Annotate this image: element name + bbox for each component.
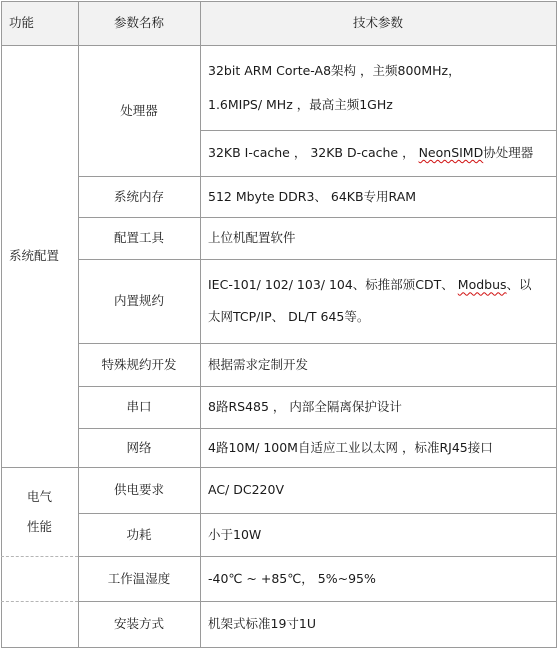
row-network-name [78, 428, 200, 467]
rule-serial [78, 428, 556, 429]
row-config-tool-name-text: 配置工具 [113, 230, 164, 246]
row-processor-name [78, 45, 200, 176]
row-serial-name [78, 386, 200, 428]
row-temp-humidity-value [200, 556, 556, 601]
row-memory-name [78, 176, 200, 217]
row-serial-value [200, 386, 556, 428]
row-processor-cache [200, 130, 556, 176]
header-tech-params [200, 1, 556, 45]
rule-protocols [78, 343, 556, 344]
border-right [556, 1, 557, 647]
row-processor-cache-suffix: 协处理器 [483, 145, 534, 161]
rule-custom-dev [78, 386, 556, 387]
row-temp-humidity-name [78, 556, 200, 601]
group-electrical [1, 467, 78, 556]
row-memory-value-text: 512 Mbyte DDR3、 64KB专用RAM [208, 188, 417, 204]
row-power-supply-value-text: AC/ DC220V [208, 482, 285, 498]
row-network-value [200, 428, 556, 467]
rule-processor [78, 176, 556, 177]
row-power-consumption-value [200, 513, 556, 556]
header-param-name [78, 1, 200, 45]
row-processor-line2: 1.6MIPS/ MHz ，最高主频1GHz [208, 96, 393, 112]
group-electrical-line1: 电气 [26, 488, 52, 504]
row-protocols-line1-prefix: IEC-101/ 102/ 103/ 104、标推部颁CDT、 [208, 277, 454, 293]
row-custom-dev-value-text: 根据需求定制开发 [208, 356, 309, 372]
row-temp-humidity-name-text: 工作温湿度 [107, 570, 171, 586]
row-protocols-name-text: 内置规约 [113, 293, 164, 309]
rule-config-tool [78, 259, 556, 260]
row-temp-humidity-value-text: -40℃ ~ +85℃， 5%~95% [208, 570, 376, 586]
row-protocols-line1-squiggle: Modbus [457, 277, 507, 293]
header-function [1, 1, 78, 45]
border-left [1, 1, 2, 647]
group-system-config [1, 45, 78, 467]
row-mounting-name-text: 安装方式 [113, 616, 164, 632]
row-processor-cache-squiggle: NeonSIMD [418, 145, 484, 161]
header-tech-params-text: 技术参数 [352, 15, 403, 31]
divider-col1 [78, 1, 79, 647]
rule-temp-humidity [78, 601, 556, 602]
rule-network [1, 467, 557, 468]
group-system-config-text: 系统配置 [9, 248, 60, 264]
row-protocols-line1-suffix: 、以 [506, 277, 532, 293]
rule-group-dashed-1 [1, 556, 78, 557]
row-processor-cache-prefix: 32KB I-cache ， 32KB D-cache ， [208, 145, 415, 161]
row-mounting-value [200, 601, 556, 647]
row-serial-name-text: 串口 [126, 399, 152, 415]
divider-col2 [200, 1, 201, 647]
row-power-consumption-value-text: 小于10W [208, 526, 262, 542]
row-protocols-name [78, 259, 200, 343]
row-power-consumption-name [78, 513, 200, 556]
border-bottom [1, 647, 557, 648]
rule-processor-split [200, 130, 556, 131]
row-processor-name-text: 处理器 [120, 102, 158, 118]
row-custom-dev-name [78, 343, 200, 386]
row-processor-arch [200, 45, 556, 130]
row-power-supply-name-text: 供电要求 [113, 482, 164, 498]
rule-memory [78, 217, 556, 218]
row-protocols-value [200, 259, 556, 343]
row-power-supply-name [78, 467, 200, 513]
row-protocols-line2: 太网TCP/IP、 DL/T 645等。 [208, 309, 370, 324]
row-mounting-value-text: 机架式标准19寸1U [208, 616, 317, 632]
header-param-name-text: 参数名称 [113, 15, 164, 31]
row-custom-dev-value [200, 343, 556, 386]
row-power-consumption-name-text: 功耗 [126, 526, 152, 542]
row-network-name-text: 网络 [126, 439, 152, 455]
row-power-supply-value [200, 467, 556, 513]
row-serial-value-text: 8路RS485 ， 内部全隔离保护设计 [208, 399, 402, 415]
row-processor-line1: 32bit ARM Corte-A8架构 ，主频800MHz， [208, 62, 461, 78]
row-config-tool-value [200, 217, 556, 259]
row-memory-value [200, 176, 556, 217]
row-mounting-name [78, 601, 200, 647]
border-top [1, 1, 557, 2]
row-config-tool-name [78, 217, 200, 259]
row-custom-dev-name-text: 特殊规约开发 [101, 356, 177, 372]
row-network-value-text: 4路10M/ 100M自适应工业以太网 ，标准RJ45接口 [208, 439, 493, 455]
rule-header [1, 45, 557, 46]
row-config-tool-value-text: 上位机配置软件 [208, 230, 296, 246]
row-memory-name-text: 系统内存 [113, 188, 164, 204]
rule-power-supply [78, 513, 556, 514]
row-protocols-line1 [208, 277, 556, 293]
rule-power-consumption [78, 556, 556, 557]
rule-group-dashed-2 [1, 601, 78, 602]
group-electrical-line2: 性能 [26, 518, 52, 534]
header-function-text: 功能 [9, 15, 35, 31]
